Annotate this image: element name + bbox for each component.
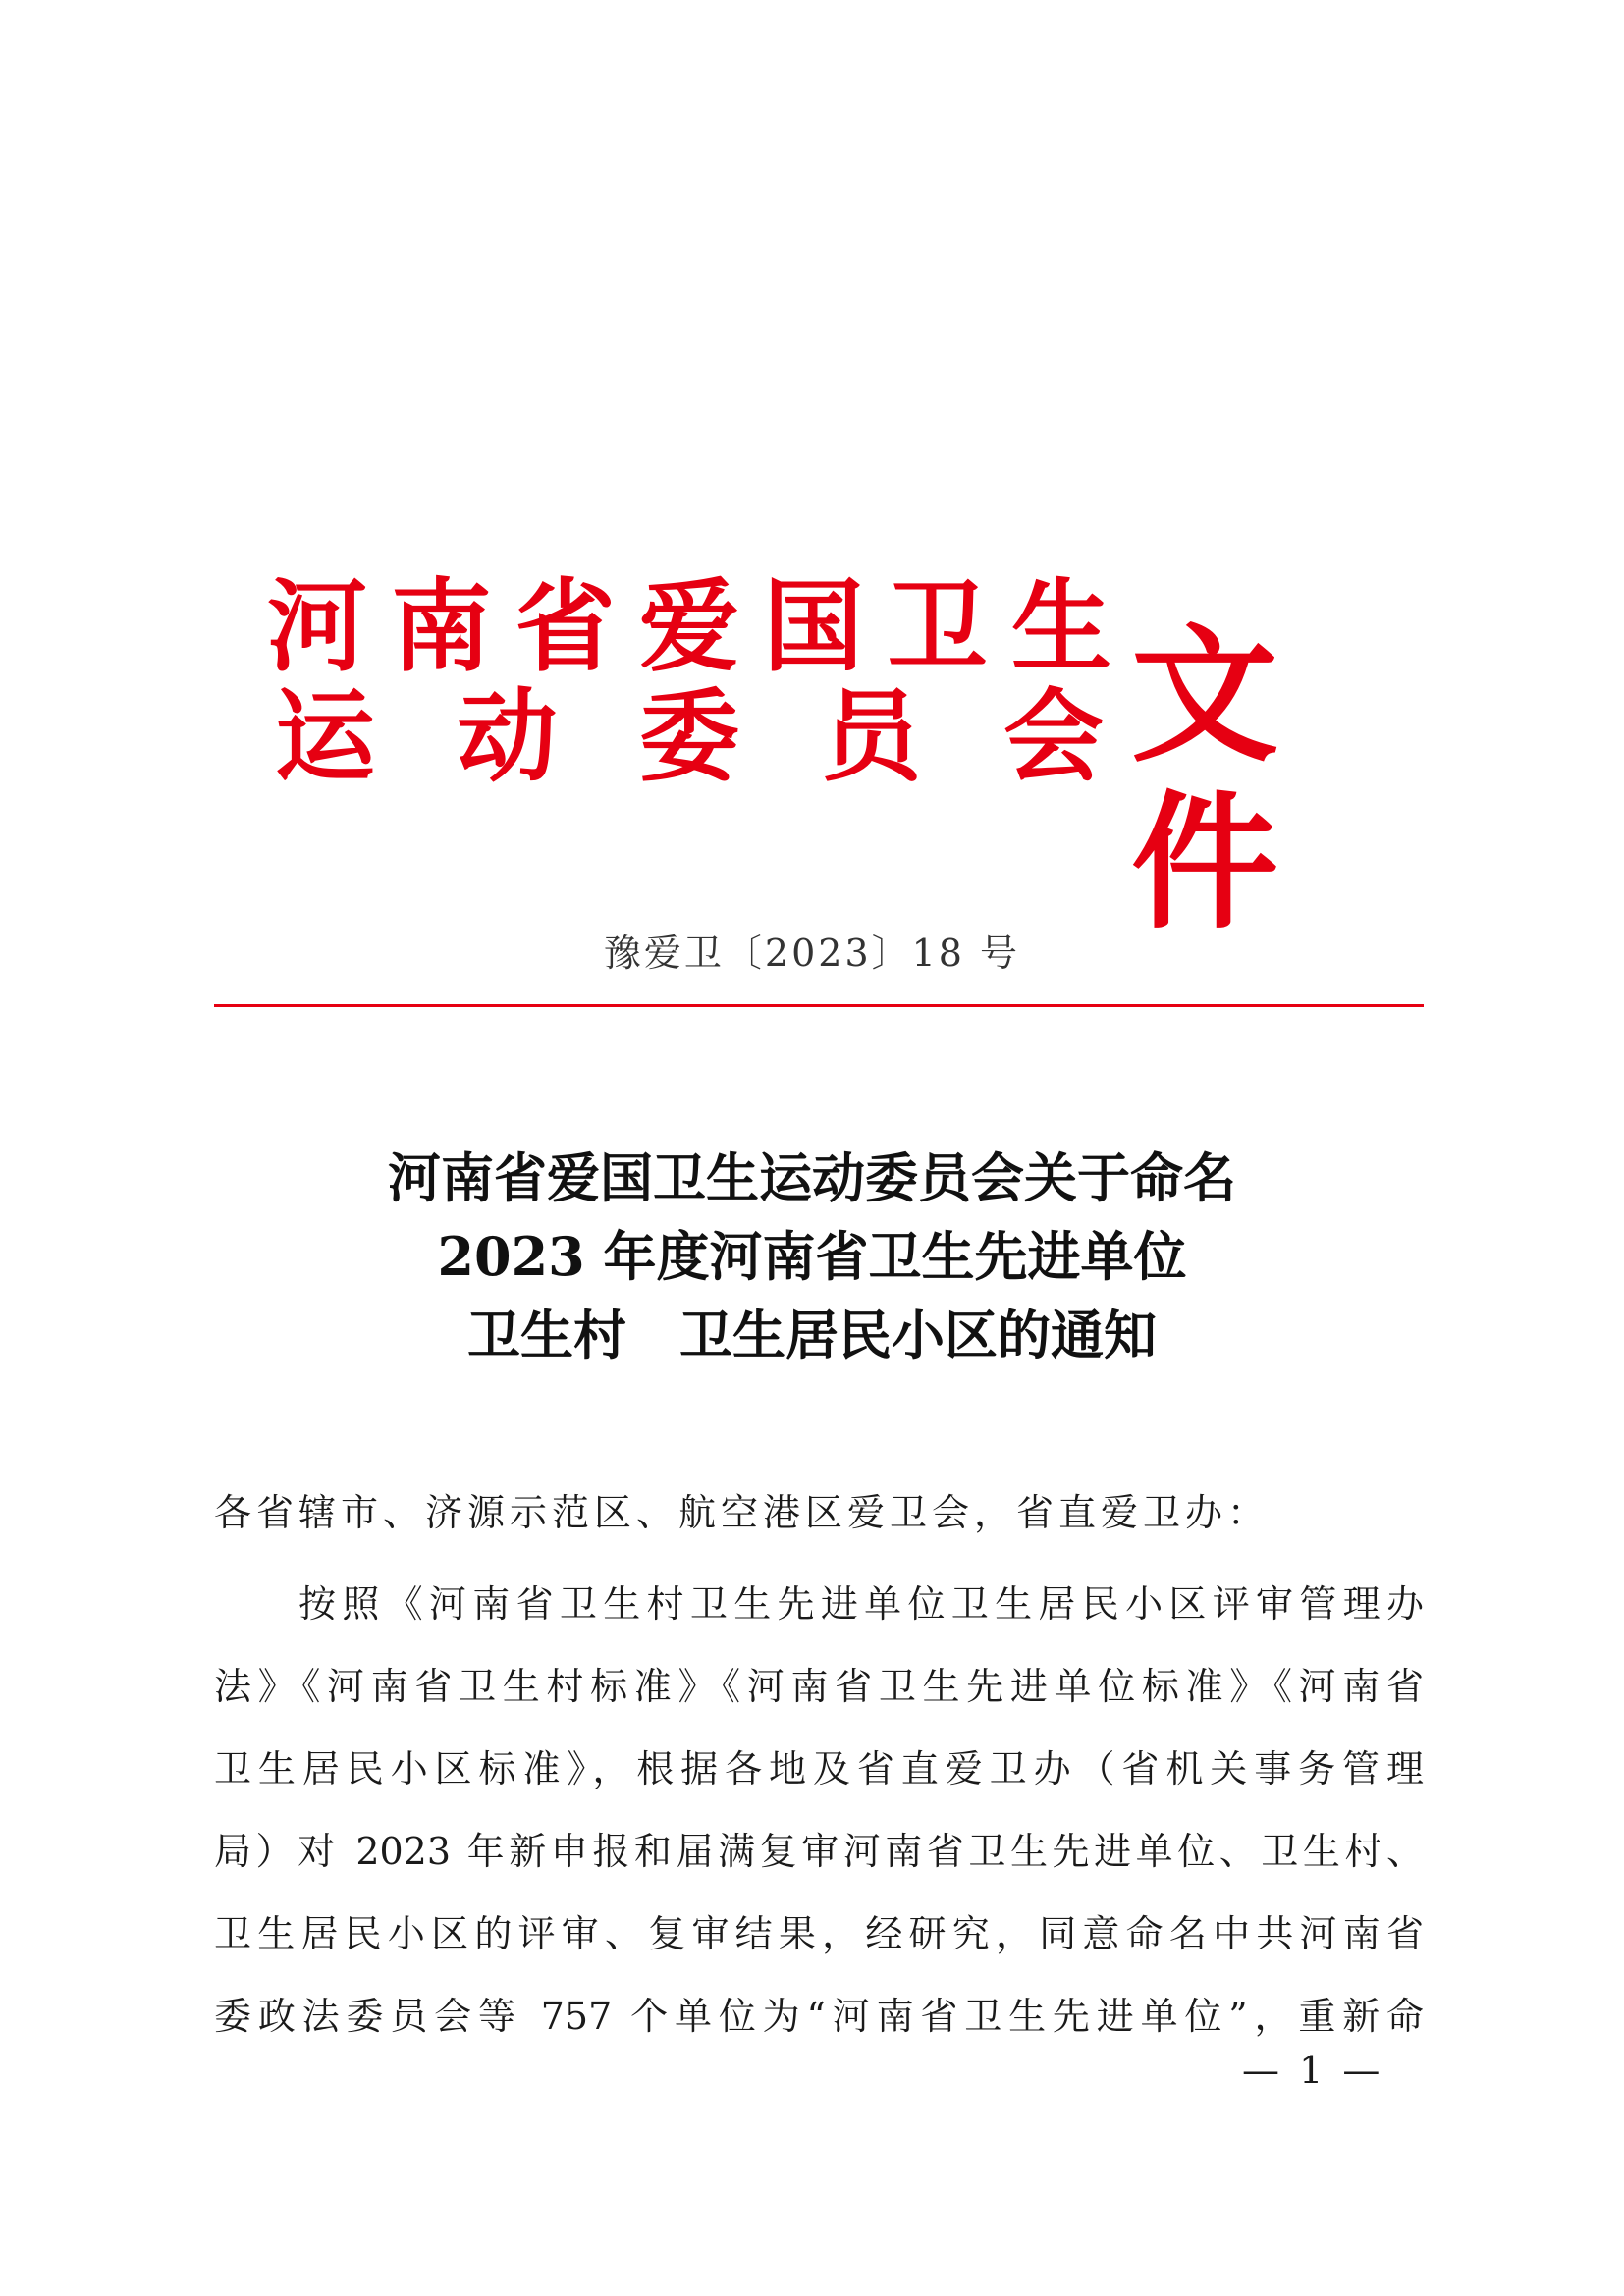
issuer-char: 会	[1003, 679, 1104, 796]
issuer-char: 运	[275, 679, 375, 796]
document-title	[0, 1139, 1624, 1374]
salutation: 各省辖市、济源示范区、航空港区爱卫会，省直爱卫办：	[214, 1491, 1271, 1534]
body-line: 法》《河南省卫生村标准》《河南省卫生先进单位标准》《河南省	[214, 1665, 1424, 1708]
body-line: 局）对 2023 年新申报和届满复审河南省卫生先进单位、卫生村、	[214, 1830, 1424, 1873]
body-line: 卫生居民小区标准》，根据各地及省直爱卫办（省机关事务管理	[214, 1747, 1424, 1790]
issuer-char: 爱	[638, 569, 739, 686]
body-line: 委政法委员会等 757 个单位为“河南省卫生先进单位”，重新命	[214, 1995, 1424, 2038]
issuer-name-line-1	[267, 569, 1111, 686]
document-number: 豫爱卫〔2023〕18 号	[603, 932, 1021, 975]
title-line-1: 河南省爱国卫生运动委员会关于命名	[388, 1147, 1236, 1209]
body-paragraph	[214, 1563, 1424, 2057]
body-line: 按照《河南省卫生村卫生先进单位卫生居民小区评审管理办	[298, 1582, 1424, 1626]
issuer-name-line-2	[267, 679, 1111, 796]
title-line-2: 2023 年度河南省卫生先进单位	[437, 1225, 1187, 1288]
page-number: — 1 —	[1242, 2049, 1384, 2092]
issuer-char: 员	[821, 679, 922, 796]
issuer-char: 生	[1010, 569, 1111, 686]
document-issuer-header	[267, 569, 1367, 949]
title-line-3: 卫生村 卫生居民小区的通知	[467, 1304, 1157, 1366]
issuer-char: 南	[391, 569, 492, 686]
issuer-char: 卫	[887, 569, 988, 686]
issuer-char: 河	[267, 569, 367, 686]
document-type-label: 文件	[1131, 612, 1275, 949]
body-line: 卫生居民小区的评审、复审结果，经研究，同意命名中共河南省	[214, 1912, 1424, 1955]
issuer-char: 省	[514, 569, 616, 686]
issuer-char: 动	[457, 679, 558, 796]
issuer-char: 委	[639, 679, 739, 796]
issuer-char: 国	[763, 569, 864, 686]
red-divider-line	[214, 1004, 1424, 1007]
